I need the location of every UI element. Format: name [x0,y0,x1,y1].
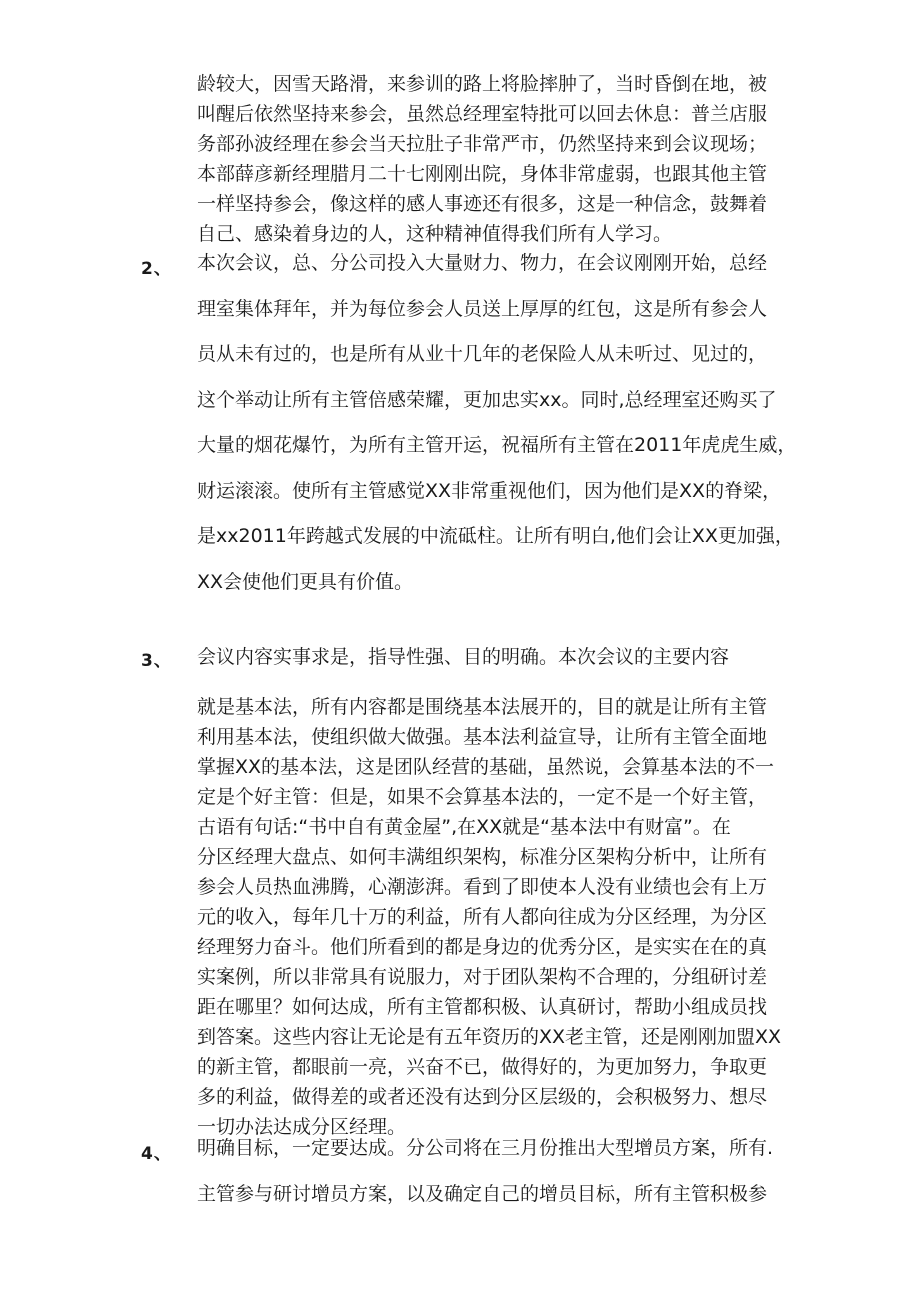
list-number: 3、 [141,651,172,671]
text-line: 一切办法达成分区经理。 [197,1116,407,1138]
paragraph-item-2 [197,241,837,605]
text-line: 财运滚滚。使所有主管感觉XX非常重视他们，因为他们是XX的脊梁， [197,479,782,502]
text-line: 主管参与研讨增员方案，以及确定自己的增员目标，所有主管积极参 [197,1182,768,1205]
paragraph-continuation [197,69,837,249]
list-number: 2、 [141,259,172,279]
text-line: 大量的烟花爆竹，为所有主管开运，祝福所有主管在2011年虎虎生威， [197,434,797,456]
text-line: 实案例，所以非常具有说服力，对于团队架构不合理的，分组研讨差 [197,966,768,988]
text-line: 距在哪里？如何达成，所有主管都积极、认真研讨，帮助小组成员找 [197,996,768,1018]
paragraph-item-4 [197,1126,837,1217]
text-line: 员从未有过的，也是所有从业十几年的老保险人从未听过、见过的， [197,343,768,365]
text-line: 利用基本法，使组织做大做强。基本法利益宣导，让所有主管全面地 [197,726,768,748]
text-line: 自己、感染着身边的人，这种精神值得我们所有人学习。 [197,223,673,245]
text-line: 经理努力奋斗。他们所看到的都是身边的优秀分区，是实实在在的真 [197,936,768,958]
text-line: 的新主管，都眼前一亮，兴奋不已，做得好的，为更加努力，争取更 [197,1056,768,1078]
text-line: 分区经理大盘点、如何丰满组织架构，标准分区架构分析中，让所有 [197,846,768,868]
text-line: XX会使他们更具有价值。 [197,570,414,593]
text-line: 务部孙波经理在参会当天拉肚子非常严市，仍然坚持来到会议现场； [197,133,768,155]
text-line: 会议内容实事求是，指导性强、目的明确。本次会议的主要内容 [197,646,730,668]
list-number: 4、 [141,1144,172,1164]
text-line: 掌握XX的基本法，这是团队经营的基础，虽然说，会算基本法的不一 [197,756,775,778]
text-line: 龄较大，因雪天路滑，来参训的路上将脸摔肿了，当时昏倒在地，被 [197,73,768,95]
text-line: 本部薛彦新经理腊月二十七刚刚出院，身体非常虚弱，也跟其他主管 [197,163,768,185]
text-line: 多的利益，做得差的或者还没有达到分区层级的，会积极努力、想尽 [197,1086,768,1108]
text-line: 古语有句话:“书中自有黄金屋”,在XX就是“基本法中有财富”。在 [197,816,731,838]
text-line: 定是个好主管：但是，如果不会算基本法的，一定不是一个好主管， [197,786,768,808]
text-line: 理室集体拜年，并为每位参会人员送上厚厚的红包，这是所有参会人 [197,297,768,320]
text-line: 这个举动让所有主管倍感荣耀，更加忠实xx。同时,总经理室还购买了 [197,388,777,411]
text-line: 到答案。这些内容让无论是有五年资历的XX老主管，还是刚刚加盟XX [197,1026,782,1048]
paragraph-item-3-heading [197,642,837,672]
text-line: 就是基本法，所有内容都是围绕基本法展开的，目的就是让所有主管 [197,696,768,718]
text-line: 明确目标，一定要达成。分公司将在三月份推出大型增员方案，所有. [197,1137,774,1159]
paragraph-item-3-body [197,692,837,1142]
text-line: 参会人员热血沸腾，心潮澎湃。看到了即使本人没有业绩也会有上万 [197,876,768,898]
text-line: 一样坚持参会，像这样的感人事迹还有很多，这是一种信念，鼓舞着 [197,193,768,215]
text-line: 是xx2011年跨越式发展的中流砥柱。让所有明白,他们会让XX更加强， [197,525,794,547]
text-line: 元的收入，每年几十万的利益，所有人都向往成为分区经理，为分区 [197,906,768,928]
text-line: 叫醒后依然坚持来参会，虽然总经理室特批可以回去休息：普兰店服 [197,103,768,125]
text-line: 本次会议，总、分公司投入大量财力、物力，在会议刚刚开始，总经 [197,252,768,274]
